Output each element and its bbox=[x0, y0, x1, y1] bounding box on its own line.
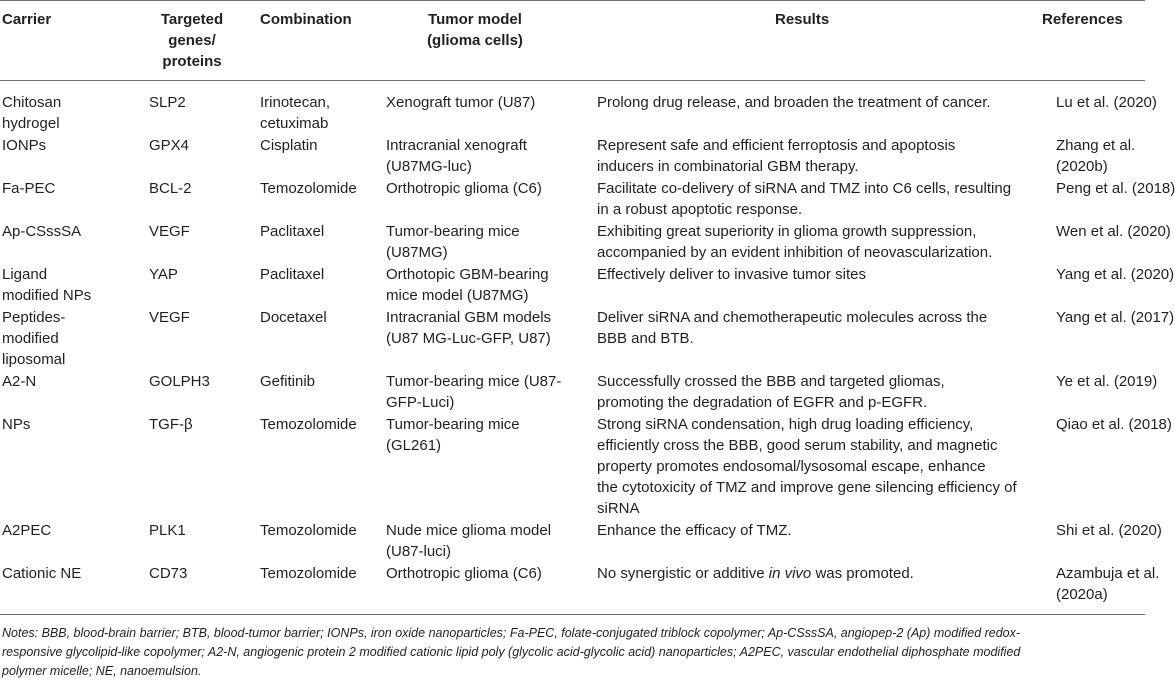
notes-line: Notes: BBB, blood-brain barrier; BTB, blood-tumor barrier; IONPs, iron oxide nanoparticles; Fa-PEC, folate-conjugated triblock copolymer; Ap-CSssSA, angiopep-2 (Ap) modified redox- bbox=[2, 626, 1021, 640]
cell-references: Azambuja et al. bbox=[1056, 565, 1160, 582]
cell-carrier: Chitosan bbox=[2, 94, 62, 111]
cell-tumor-model: Tumor-bearing mice bbox=[386, 416, 520, 433]
table-bottom-rule bbox=[0, 614, 1145, 615]
cell-carrier: modified bbox=[2, 330, 59, 347]
cell-results: BBB and BTB. bbox=[597, 330, 694, 347]
cell-references: (2020a) bbox=[1056, 586, 1108, 603]
cell-carrier: Ligand bbox=[2, 266, 48, 283]
cell-tumor-model: mice model (U87MG) bbox=[386, 287, 529, 304]
cell-combination: Temozolomide bbox=[260, 565, 357, 582]
cell-tumor-model: (U87 MG-Luc-GFP, U87) bbox=[386, 330, 551, 347]
cell-results: Facilitate co-delivery of siRNA and TMZ into C6 cells, resulting bbox=[597, 180, 1012, 197]
header-combination: Combination bbox=[260, 11, 352, 28]
cell-combination: Irinotecan, bbox=[260, 94, 331, 111]
header-tumor-line2: (glioma cells) bbox=[427, 32, 523, 49]
cell-results: Represent safe and efficient ferroptosis and apoptosis bbox=[597, 137, 956, 154]
table-notes bbox=[2, 624, 1142, 681]
cell-carrier: Peptides- bbox=[2, 309, 66, 326]
cell-tumor-model: Orthotropic glioma (C6) bbox=[386, 180, 542, 197]
cell-targeted-genes: GPX4 bbox=[149, 137, 190, 154]
cell-combination: Temozolomide bbox=[260, 180, 357, 197]
header-targeted-line3: proteins bbox=[162, 53, 222, 70]
header-targeted-line1: Targeted bbox=[160, 11, 224, 28]
cell-references: Zhang et al. bbox=[1056, 137, 1136, 154]
cell-targeted-genes: VEGF bbox=[149, 309, 190, 326]
header-carrier: Carrier bbox=[2, 11, 52, 28]
cell-carrier: hydrogel bbox=[2, 115, 60, 132]
cell-carrier: Cationic NE bbox=[2, 565, 82, 582]
cell-combination: Temozolomide bbox=[260, 522, 357, 539]
cell-tumor-model: Tumor-bearing mice (U87- bbox=[386, 373, 562, 390]
cell-results: Strong siRNA condensation, high drug loading efficiency, bbox=[597, 416, 974, 433]
header-bottom-rule bbox=[0, 80, 1145, 81]
cell-targeted-genes: VEGF bbox=[149, 223, 190, 240]
cell-tumor-model: Xenograft tumor (U87) bbox=[386, 94, 536, 111]
cell-carrier: liposomal bbox=[2, 351, 66, 368]
cell-tumor-model: GFP-Luci) bbox=[386, 394, 455, 411]
cell-results bbox=[597, 563, 914, 584]
cell-targeted-genes: YAP bbox=[149, 266, 178, 283]
cell-results: accompanied by an evident inhibition of neovascularization. bbox=[597, 244, 993, 261]
cell-results: the cytotoxicity of TMZ and improve gene silencing efficiency of bbox=[597, 479, 1017, 496]
cell-tumor-model: Intracranial xenograft bbox=[386, 137, 527, 154]
cell-tumor-model: (U87MG) bbox=[386, 244, 448, 261]
cell-combination: Paclitaxel bbox=[260, 223, 325, 240]
header-tumor-line1: Tumor model bbox=[428, 11, 522, 28]
cell-targeted-genes: SLP2 bbox=[149, 94, 186, 111]
cell-carrier: A2-N bbox=[2, 373, 37, 390]
cell-carrier: Ap-CSssSA bbox=[2, 223, 82, 240]
cell-tumor-model: (U87MG-luc) bbox=[386, 158, 472, 175]
cell-references: (2020b) bbox=[1056, 158, 1108, 175]
cell-targeted-genes: GOLPH3 bbox=[149, 373, 210, 390]
cell-results: Exhibiting great superiority in glioma growth suppression, bbox=[597, 223, 977, 240]
cell-results: Deliver siRNA and chemotherapeutic molecules across the bbox=[597, 309, 988, 326]
cell-targeted-genes: PLK1 bbox=[149, 522, 186, 539]
cell-tumor-model: Intracranial GBM models bbox=[386, 309, 552, 326]
cell-tumor-model: Nude mice glioma model bbox=[386, 522, 552, 539]
notes-line: polymer micelle; NE, nanoemulsion. bbox=[2, 664, 202, 678]
cell-references: Ye et al. (2019) bbox=[1056, 373, 1158, 390]
cell-references: Lu et al. (2020) bbox=[1056, 94, 1157, 111]
cell-tumor-model: (GL261) bbox=[386, 437, 442, 454]
cell-references: Shi et al. (2020) bbox=[1056, 522, 1162, 539]
table-top-rule bbox=[0, 0, 1145, 1]
cell-results: siRNA bbox=[597, 500, 640, 517]
header-references: References bbox=[1042, 11, 1123, 28]
cell-tumor-model: Orthotropic glioma (C6) bbox=[386, 565, 542, 582]
cell-results: Enhance the efficacy of TMZ. bbox=[597, 522, 792, 539]
cell-results: property promotes endosomal/lysosomal escape, enhance bbox=[597, 458, 986, 475]
results-italic-text: in vivo bbox=[768, 565, 812, 582]
cell-references: Yang et al. (2017) bbox=[1056, 309, 1175, 326]
cell-results: promoting the degradation of EGFR and p-EGFR. bbox=[597, 394, 928, 411]
cell-combination: Gefitinib bbox=[260, 373, 316, 390]
header-results: Results bbox=[775, 11, 830, 28]
cell-targeted-genes: BCL-2 bbox=[149, 180, 192, 197]
cell-combination: Cisplatin bbox=[260, 137, 318, 154]
cell-carrier: IONPs bbox=[2, 137, 47, 154]
cell-combination: Docetaxel bbox=[260, 309, 327, 326]
cell-carrier: Fa-PEC bbox=[2, 180, 56, 197]
cell-references: Peng et al. (2018) bbox=[1056, 180, 1175, 197]
notes-line: responsive glycolipid-like copolymer; A2-N, angiogenic protein 2 modified cationic lipid poly (glycolic acid-glycolic acid) nanoparticles; A2PEC, vascular endothelial diphosphate modified bbox=[2, 645, 1021, 659]
cell-results: inducers in combinatorial GBM therapy. bbox=[597, 158, 859, 175]
cell-references: Qiao et al. (2018) bbox=[1056, 416, 1172, 433]
results-text: was promoted. bbox=[811, 565, 914, 582]
results-text: No synergistic or additive bbox=[597, 565, 769, 582]
cell-carrier: modified NPs bbox=[2, 287, 92, 304]
cell-results: Successfully crossed the BBB and targeted gliomas, bbox=[597, 373, 945, 390]
cell-combination: cetuximab bbox=[260, 115, 329, 132]
cell-tumor-model: Tumor-bearing mice bbox=[386, 223, 520, 240]
cell-results: Effectively deliver to invasive tumor sites bbox=[597, 266, 866, 283]
cell-references: Wen et al. (2020) bbox=[1056, 223, 1171, 240]
cell-results: efficiently cross the BBB, good serum stability, and magnetic bbox=[597, 437, 998, 454]
cell-targeted-genes: CD73 bbox=[149, 565, 188, 582]
cell-results: Prolong drug release, and broaden the treatment of cancer. bbox=[597, 94, 991, 111]
cell-combination: Temozolomide bbox=[260, 416, 357, 433]
cell-targeted-genes: TGF-β bbox=[149, 416, 193, 433]
cell-tumor-model: Orthotopic GBM-bearing bbox=[386, 266, 549, 283]
cell-results: in a robust apoptotic response. bbox=[597, 201, 803, 218]
cell-combination: Paclitaxel bbox=[260, 266, 325, 283]
header-targeted-line2: genes/ bbox=[168, 32, 216, 49]
cell-carrier: NPs bbox=[2, 416, 31, 433]
cell-carrier: A2PEC bbox=[2, 522, 52, 539]
cell-tumor-model: (U87-luci) bbox=[386, 543, 452, 560]
cell-references: Yang et al. (2020) bbox=[1056, 266, 1175, 283]
